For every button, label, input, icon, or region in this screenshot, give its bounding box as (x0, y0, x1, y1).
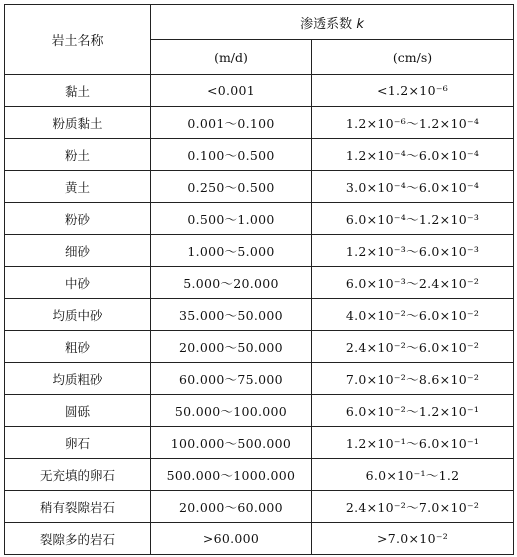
cell-k-cms: 2.4×10⁻²～7.0×10⁻² (312, 491, 514, 523)
unit-header-md: (m/d) (151, 40, 312, 75)
table-row (5, 523, 514, 555)
cell-k-cms: >7.0×10⁻² (312, 523, 514, 555)
cell-soil-name: 稍有裂隙岩石 (5, 491, 151, 523)
table-row (5, 459, 514, 491)
cell-soil-name: 黄土 (5, 171, 151, 203)
table-row (5, 107, 514, 139)
cell-k-cms: 6.0×10⁻³～2.4×10⁻² (312, 267, 514, 299)
cell-k-cms: 2.4×10⁻²～6.0×10⁻² (312, 331, 514, 363)
cell-k-md: <0.001 (151, 75, 312, 107)
cell-soil-name: 粉砂 (5, 203, 151, 235)
cell-k-cms: 1.2×10⁻⁴～6.0×10⁻⁴ (312, 139, 514, 171)
cell-soil-name: 黏土 (5, 75, 151, 107)
table-row (5, 491, 514, 523)
cell-k-cms: 1.2×10⁻⁶～1.2×10⁻⁴ (312, 107, 514, 139)
cell-k-md: 50.000～100.000 (151, 395, 312, 427)
cell-k-md: 0.100～0.500 (151, 139, 312, 171)
cell-soil-name: 无充填的卵石 (5, 459, 151, 491)
cell-k-cms: <1.2×10⁻⁶ (312, 75, 514, 107)
cell-k-md: 60.000～75.000 (151, 363, 312, 395)
cell-k-cms: 4.0×10⁻²～6.0×10⁻² (312, 299, 514, 331)
table-row (5, 203, 514, 235)
cell-k-cms: 3.0×10⁻⁴～6.0×10⁻⁴ (312, 171, 514, 203)
header-row-top (5, 5, 514, 40)
cell-k-cms: 6.0×10⁻¹～1.2 (312, 459, 514, 491)
table-row (5, 331, 514, 363)
cell-soil-name: 细砂 (5, 235, 151, 267)
col-header-soil-name: 岩土名称 (5, 5, 151, 75)
unit-header-cms: (cm/s) (312, 40, 514, 75)
cell-k-md: 35.000～50.000 (151, 299, 312, 331)
cell-k-md: 20.000～50.000 (151, 331, 312, 363)
table-row (5, 235, 514, 267)
cell-k-md: 5.000～20.000 (151, 267, 312, 299)
cell-k-cms: 6.0×10⁻²～1.2×10⁻¹ (312, 395, 514, 427)
permeability-table (4, 4, 514, 555)
cell-k-md: >60.000 (151, 523, 312, 555)
cell-k-cms: 6.0×10⁻⁴～1.2×10⁻³ (312, 203, 514, 235)
cell-k-md: 1.000～5.000 (151, 235, 312, 267)
cell-soil-name: 圆砾 (5, 395, 151, 427)
cell-soil-name: 卵石 (5, 427, 151, 459)
cell-soil-name: 中砂 (5, 267, 151, 299)
cell-k-cms: 7.0×10⁻²～8.6×10⁻² (312, 363, 514, 395)
cell-soil-name: 均质中砂 (5, 299, 151, 331)
table-row (5, 171, 514, 203)
cell-k-md: 20.000～60.000 (151, 491, 312, 523)
cell-k-cms: 1.2×10⁻³～6.0×10⁻³ (312, 235, 514, 267)
col-header-permeability-label: 渗透系数 (300, 16, 357, 32)
table-row (5, 267, 514, 299)
cell-soil-name: 裂隙多的岩石 (5, 523, 151, 555)
table-body (5, 75, 514, 555)
cell-k-md: 0.001～0.100 (151, 107, 312, 139)
cell-soil-name: 粉质黏土 (5, 107, 151, 139)
table-row (5, 363, 514, 395)
col-header-permeability-symbol: k (356, 16, 364, 32)
cell-soil-name: 均质粗砂 (5, 363, 151, 395)
cell-k-md: 0.500～1.000 (151, 203, 312, 235)
col-header-permeability (151, 5, 514, 40)
cell-k-md: 500.000～1000.000 (151, 459, 312, 491)
cell-soil-name: 粉土 (5, 139, 151, 171)
table-row (5, 75, 514, 107)
cell-k-md: 100.000～500.000 (151, 427, 312, 459)
table-row (5, 395, 514, 427)
cell-soil-name: 粗砂 (5, 331, 151, 363)
cell-k-md: 0.250～0.500 (151, 171, 312, 203)
table-row (5, 139, 514, 171)
table-row (5, 299, 514, 331)
cell-k-cms: 1.2×10⁻¹～6.0×10⁻¹ (312, 427, 514, 459)
table-row (5, 427, 514, 459)
